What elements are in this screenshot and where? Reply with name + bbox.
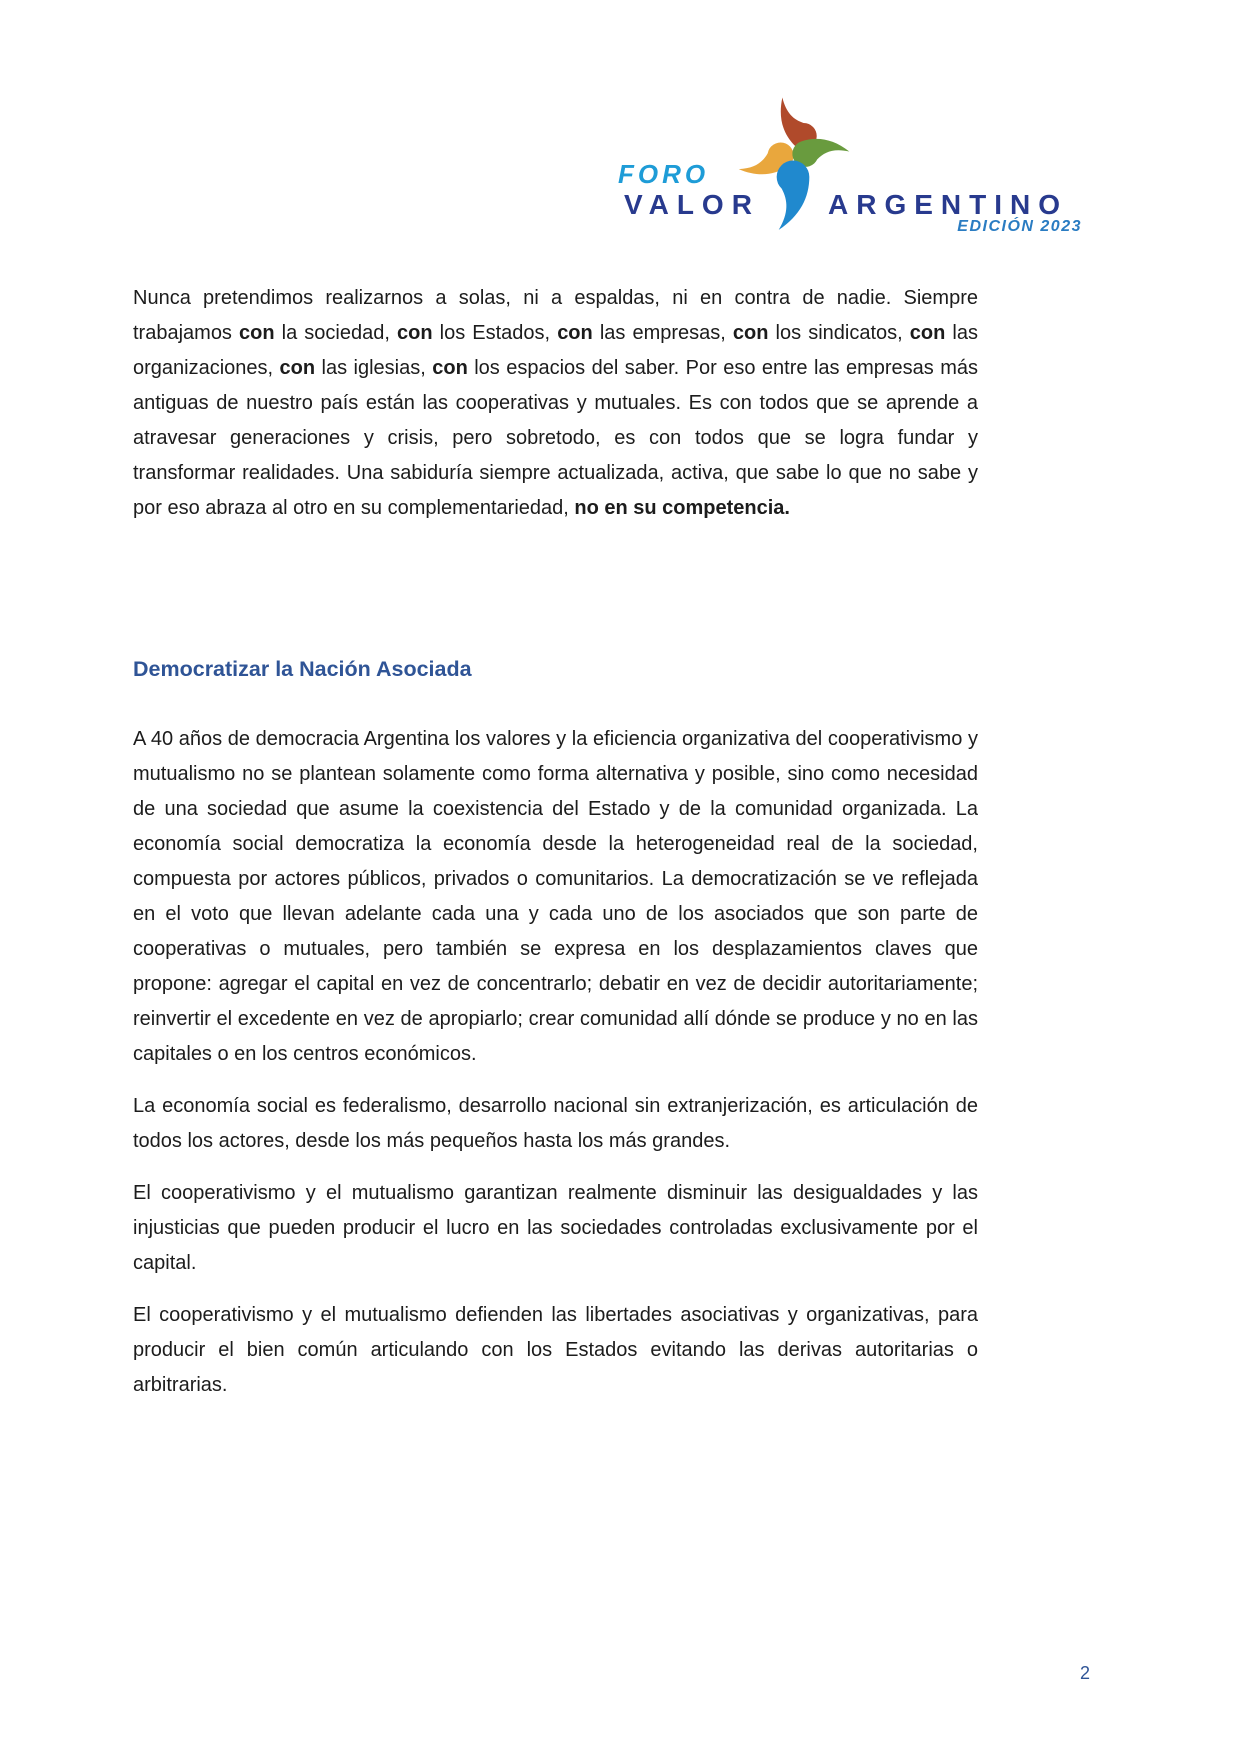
paragraph-democracia: A 40 años de democracia Argentina los valores y la eficiencia organizativa del cooperativismo y mutualismo no se plantean solamente como forma alternativa y posible, sino como necesidad de una sociedad que asume la coexistencia del Estado y de la comunidad organizada. La economía social democratiza la economía desde la heterogeneidad real de la sociedad, compuesta por actores públicos, privados o comunitarios. La democratización se ve reflejada en el voto que llevan adelante cada una y cada uno de los asociados que son parte de cooperativas o mutuales, pero también se expresa en los desplazamientos claves que propone: agregar el capital en vez de concentrarlo; debatir en vez de decidir autoritariamente; reinvertir el excedente en vez de apropiarlo; crear comunidad allí dónde se produce y no en las capitales o en los centros económicos. <box>133 728 978 1065</box>
logo-word-valor: VALOR <box>624 189 760 220</box>
logo-word-foro: FORO <box>618 159 710 189</box>
section-heading: Democratizar la Nación Asociada <box>133 657 472 681</box>
paragraph-libertades: El cooperativismo y el mutualismo defienden las libertades asociativas y organizativas, para producir el bien común articulando con los Estados evitando las derivas autoritarias o arbitrarias. <box>133 1304 978 1396</box>
logo-word-argentino: ARGENTINO <box>828 189 1068 220</box>
paragraph-federalismo: La economía social es federalismo, desarrollo nacional sin extranjerización, es articulación de todos los actores, desde los más pequeños hasta los más grandes. <box>133 1095 978 1152</box>
logo <box>556 75 1086 247</box>
page-number: 2 <box>1080 1663 1091 1683</box>
document-body <box>133 281 978 1420</box>
logo-edition-label: EDICIÓN 2023 <box>957 218 1082 235</box>
swirl-blue-comma <box>777 161 810 230</box>
paragraph-intro: Nunca pretendimos realizarnos a solas, ni a espaldas, ni en contra de nadie. Siempre trabajamos con la sociedad, con los Estados, con las empresas, con los sindicatos, con las organizaciones, con las iglesias, con los espacios del saber. Por eso entre las empresas más antiguas de nuestro país están las cooperativas y mutuales. Es con todos que se aprende a atravesar generaciones y crisis, pero sobretodo, es con todos que se logra fundar y transformar realidades. Una sabiduría siempre actualizada, activa, que sabe lo que no sabe y por eso abraza al otro en su complementariedad, no en su competencia. <box>133 287 978 519</box>
paragraph-desigualdades: El cooperativismo y el mutualismo garantizan realmente disminuir las desigualdades y las injusticias que pueden producir el lucro en las sociedades controladas exclusivamente por el capital. <box>133 1182 978 1274</box>
